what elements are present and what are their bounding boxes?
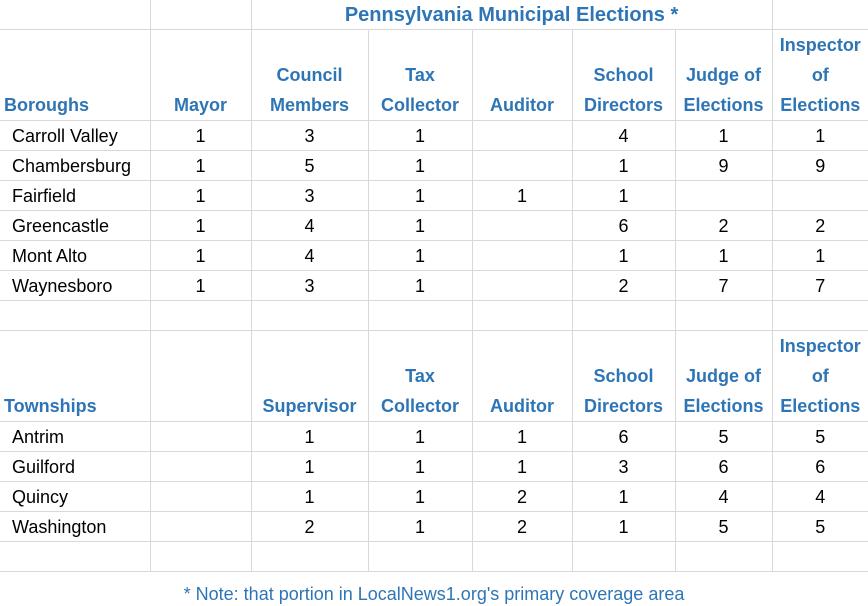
header-text: Council <box>276 65 343 85</box>
seat-count-cell[interactable]: 1 <box>368 512 472 542</box>
header-text: Elections <box>683 396 764 416</box>
seat-count-cell[interactable] <box>472 211 572 241</box>
column-header <box>572 30 675 121</box>
seat-count-cell[interactable]: 1 <box>675 121 772 151</box>
seat-count-cell[interactable]: 1 <box>368 241 472 271</box>
seat-count-cell[interactable]: 6 <box>675 452 772 482</box>
seat-count-cell[interactable]: 1 <box>368 121 472 151</box>
seat-count-cell[interactable]: 5 <box>772 512 868 542</box>
seat-count-cell[interactable] <box>472 151 572 181</box>
cell[interactable] <box>150 0 251 30</box>
seat-count-cell[interactable]: 1 <box>472 181 572 211</box>
table-row <box>0 181 868 211</box>
cell[interactable] <box>772 301 868 331</box>
seat-count-cell[interactable]: 1 <box>150 211 251 241</box>
seat-count-cell[interactable]: 1 <box>472 452 572 482</box>
seat-count-cell[interactable]: 4 <box>572 121 675 151</box>
cell[interactable] <box>675 301 772 331</box>
column-header <box>675 331 772 422</box>
spacer-row <box>0 542 868 572</box>
cell[interactable] <box>675 542 772 572</box>
townships-section-label <box>0 331 150 422</box>
header-text: Judge of <box>686 65 762 85</box>
header-text: Judge of <box>686 366 762 386</box>
cell[interactable] <box>472 542 572 572</box>
seat-count-cell[interactable]: 4 <box>251 241 368 271</box>
seat-count-cell[interactable]: 2 <box>472 482 572 512</box>
seat-count-cell[interactable] <box>472 121 572 151</box>
municipality-name[interactable]: Mont Alto <box>0 241 150 271</box>
seat-count-cell[interactable] <box>150 422 251 452</box>
column-header <box>472 30 572 121</box>
table-row <box>0 482 868 512</box>
townships-header-row <box>0 331 868 422</box>
header-text: Inspector <box>779 336 861 356</box>
seat-count-cell[interactable]: 1 <box>150 241 251 271</box>
municipality-name[interactable]: Chambersburg <box>0 151 150 181</box>
cell[interactable] <box>472 301 572 331</box>
seat-count-cell[interactable]: 1 <box>368 452 472 482</box>
table-title: Pennsylvania Municipal Elections * <box>251 0 772 30</box>
boroughs-section-label <box>0 30 150 121</box>
municipality-name[interactable]: Carroll Valley <box>0 121 150 151</box>
header-text: Auditor <box>490 396 554 416</box>
header-text: Directors <box>583 396 664 416</box>
municipality-name[interactable]: Guilford <box>0 452 150 482</box>
header-text: Members <box>269 95 350 115</box>
header-text: School <box>593 65 654 85</box>
column-header <box>772 331 868 422</box>
cell[interactable] <box>572 301 675 331</box>
seat-count-cell[interactable]: 5 <box>251 151 368 181</box>
header-text: of <box>811 366 829 386</box>
cell[interactable] <box>772 542 868 572</box>
seat-count-cell[interactable]: 2 <box>772 211 868 241</box>
seat-count-cell[interactable]: 1 <box>251 482 368 512</box>
seat-count-cell[interactable]: 4 <box>251 211 368 241</box>
cell[interactable] <box>0 542 150 572</box>
seat-count-cell[interactable]: 1 <box>251 452 368 482</box>
table-row <box>0 121 868 151</box>
header-text: Boroughs <box>4 95 89 115</box>
table-row <box>0 211 868 241</box>
seat-count-cell[interactable]: 2 <box>251 512 368 542</box>
table-row <box>0 241 868 271</box>
seat-count-cell[interactable]: 1 <box>572 151 675 181</box>
seat-count-cell[interactable]: 4 <box>675 482 772 512</box>
seat-count-cell[interactable]: 1 <box>150 151 251 181</box>
column-header <box>251 331 368 422</box>
municipality-name[interactable]: Waynesboro <box>0 271 150 301</box>
column-header <box>572 331 675 422</box>
header-text: Tax <box>405 65 435 85</box>
seat-count-cell[interactable] <box>472 241 572 271</box>
table-row <box>0 512 868 542</box>
municipality-name[interactable]: Fairfield <box>0 181 150 211</box>
column-header <box>368 30 472 121</box>
seat-count-cell[interactable]: 1 <box>772 241 868 271</box>
municipality-name[interactable]: Washington <box>0 512 150 542</box>
seat-count-cell[interactable]: 1 <box>572 241 675 271</box>
seat-count-cell[interactable]: 1 <box>572 512 675 542</box>
cell[interactable] <box>150 301 251 331</box>
municipality-name[interactable]: Quincy <box>0 482 150 512</box>
header-text: Tax <box>405 366 435 386</box>
seat-count-cell[interactable]: 6 <box>572 422 675 452</box>
cell[interactable] <box>368 542 472 572</box>
table-row <box>0 271 868 301</box>
header-text: Townships <box>4 396 97 416</box>
column-header <box>472 331 572 422</box>
title-row <box>0 0 868 30</box>
cell[interactable] <box>251 301 368 331</box>
column-header <box>368 331 472 422</box>
cell[interactable] <box>368 301 472 331</box>
table-row <box>0 422 868 452</box>
header-text: School <box>593 366 654 386</box>
column-header <box>772 30 868 121</box>
seat-count-cell[interactable]: 1 <box>472 422 572 452</box>
seat-count-cell[interactable]: 5 <box>675 422 772 452</box>
header-text: Auditor <box>490 95 554 115</box>
column-header <box>251 30 368 121</box>
seat-count-cell[interactable]: 1 <box>150 271 251 301</box>
municipality-name[interactable]: Antrim <box>0 422 150 452</box>
seat-count-cell[interactable]: 2 <box>675 211 772 241</box>
cell[interactable] <box>772 0 868 30</box>
seat-count-cell[interactable]: 3 <box>251 181 368 211</box>
cell[interactable] <box>572 542 675 572</box>
seat-count-cell[interactable] <box>675 181 772 211</box>
table-row <box>0 151 868 181</box>
seat-count-cell[interactable]: 1 <box>772 121 868 151</box>
seat-count-cell[interactable]: 7 <box>675 271 772 301</box>
seat-count-cell[interactable]: 9 <box>772 151 868 181</box>
cell[interactable] <box>0 301 150 331</box>
footnote: * Note: that portion in LocalNews1.org's primary coverage area <box>183 584 685 604</box>
seat-count-cell[interactable]: 5 <box>772 422 868 452</box>
seat-count-cell[interactable]: 6 <box>772 452 868 482</box>
seat-count-cell[interactable]: 5 <box>675 512 772 542</box>
seat-count-cell[interactable]: 3 <box>251 121 368 151</box>
header-text: Collector <box>380 396 459 416</box>
header-text: Collector <box>380 95 459 115</box>
seat-count-cell[interactable] <box>472 271 572 301</box>
header-text: Directors <box>583 95 664 115</box>
seat-count-cell[interactable]: 7 <box>772 271 868 301</box>
column-header <box>150 30 251 121</box>
seat-count-cell[interactable]: 9 <box>675 151 772 181</box>
cell[interactable] <box>251 542 368 572</box>
seat-count-cell[interactable]: 1 <box>572 181 675 211</box>
municipality-name[interactable]: Greencastle <box>0 211 150 241</box>
seat-count-cell[interactable]: 1 <box>675 241 772 271</box>
column-header <box>675 30 772 121</box>
seat-count-cell[interactable]: 6 <box>572 211 675 241</box>
table-row <box>0 452 868 482</box>
cell[interactable] <box>150 542 251 572</box>
seat-count-cell[interactable]: 1 <box>368 482 472 512</box>
header-text: of <box>811 65 829 85</box>
seat-count-cell[interactable]: 1 <box>368 271 472 301</box>
seat-count-cell[interactable]: 2 <box>572 271 675 301</box>
seat-count-cell[interactable]: 1 <box>368 422 472 452</box>
seat-count-cell[interactable] <box>150 482 251 512</box>
seat-count-cell[interactable] <box>772 181 868 211</box>
cell[interactable] <box>0 0 150 30</box>
header-text: Supervisor <box>262 396 357 416</box>
seat-count-cell[interactable]: 2 <box>472 512 572 542</box>
header-text: Mayor <box>173 95 227 115</box>
seat-count-cell[interactable]: 1 <box>572 482 675 512</box>
seat-count-cell[interactable]: 1 <box>150 121 251 151</box>
seat-count-cell[interactable]: 1 <box>251 422 368 452</box>
seat-count-cell[interactable]: 1 <box>368 151 472 181</box>
seat-count-cell[interactable]: 1 <box>368 181 472 211</box>
seat-count-cell[interactable]: 1 <box>368 211 472 241</box>
header-text: Elections <box>683 95 764 115</box>
spacer-row <box>0 301 868 331</box>
boroughs-header-row <box>0 30 868 121</box>
seat-count-cell[interactable] <box>150 452 251 482</box>
seat-count-cell[interactable]: 3 <box>572 452 675 482</box>
seat-count-cell[interactable]: 3 <box>251 271 368 301</box>
seat-count-cell[interactable]: 1 <box>150 181 251 211</box>
column-header <box>150 331 251 422</box>
header-text: Elections <box>780 95 861 115</box>
seat-count-cell[interactable] <box>150 512 251 542</box>
header-text: Inspector <box>779 35 861 55</box>
header-text: Elections <box>780 396 861 416</box>
seat-count-cell[interactable]: 4 <box>772 482 868 512</box>
